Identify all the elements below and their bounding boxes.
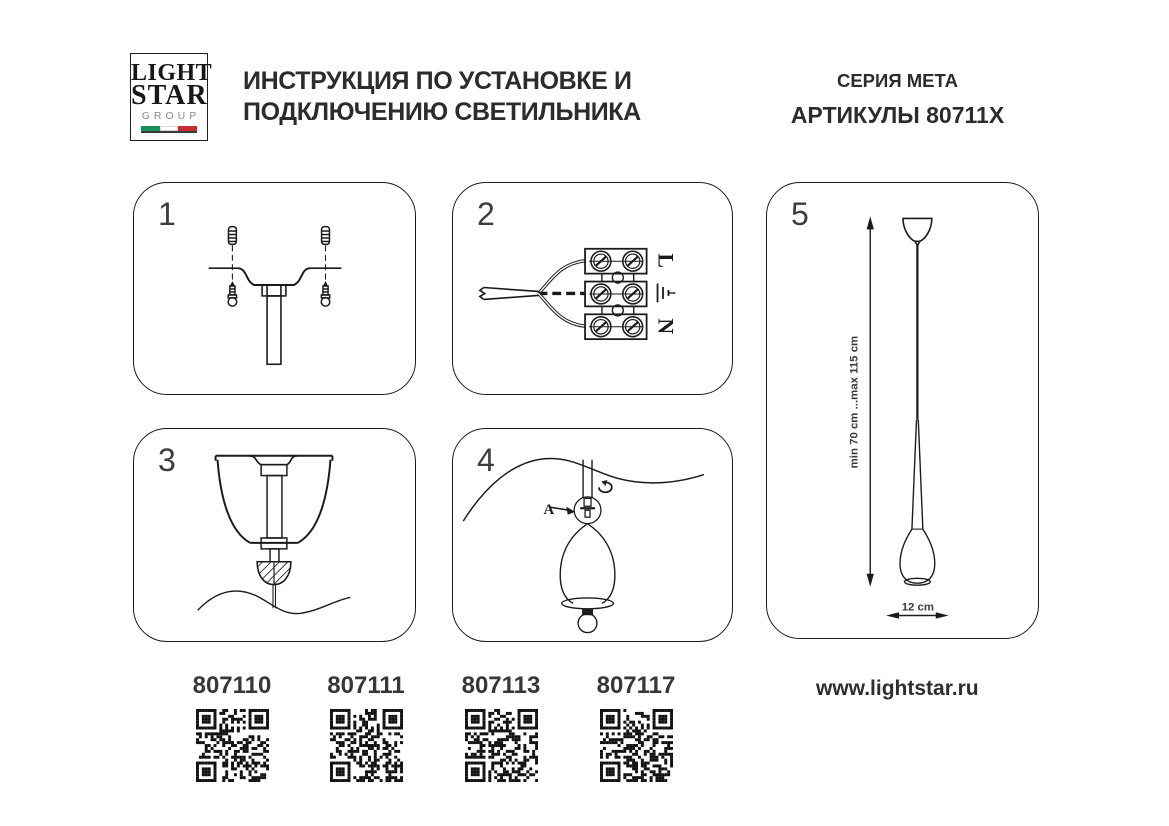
dimensions-diagram [767,183,1038,638]
article-item [306,672,426,782]
series-label: СЕРИЯ МЕТА [836,70,959,91]
counterweight [257,562,291,585]
height-dimension-label: min 70 cm ...max 115 cm [848,335,861,469]
page-title-line2: ПОДКЛЮЧЕНИЮ СВЕТИЛЬНИКА [243,98,641,126]
mains-cable [480,288,539,300]
glass-shade [560,524,615,609]
page-title-line1: ИНСТРУКЦИЯ ПО УСТАНОВКЕ И [243,67,632,95]
label-neutral-N: N [653,318,678,335]
qr-code-807111 [330,709,403,782]
logo-word-light: LIGHT [131,60,213,86]
connector-detail [574,497,601,524]
wire-neutral [538,293,585,326]
height-dimension-arrow [867,216,874,586]
step-3-panel [133,428,416,642]
wall-plug-icon [228,227,329,245]
width-dimension-label: 12 cm [901,601,935,614]
qr-code-807113 [465,709,538,782]
rotate-clockwise-arrow-icon [599,480,612,492]
step-1-number: 1 [158,196,176,232]
cable-wave-line [198,591,351,614]
website-url: www.lightstar.ru [816,677,979,700]
ground-symbol-icon [658,284,676,303]
step-1-panel [133,182,416,395]
step-2-panel [452,182,733,395]
wiring-diagram [453,183,732,394]
article-code: 807111 [327,672,405,699]
label-live-L: L [653,253,678,268]
step-5-number: 5 [791,196,809,232]
article-code: 807117 [596,672,676,699]
logo-word-star: STAR [131,80,208,111]
bracket-nut [262,285,286,296]
mounting-bracket-diagram [134,183,415,394]
flag-green-segment [141,126,160,131]
lamp-bulb [578,609,597,632]
suspension-cord [273,585,275,609]
shade-assembly-diagram [134,429,415,641]
article-code: 807110 [192,672,272,699]
step-4-number: 4 [477,442,495,478]
wire-live [538,261,585,294]
step-2-number: 2 [477,196,495,232]
terminal-screws [589,251,643,336]
step-3-number: 3 [158,442,176,478]
page-title [243,66,641,128]
ceiling-canopy [903,218,932,245]
lightstar-logo [130,53,213,141]
step-5-panel [766,182,1039,639]
article-list [0,672,766,802]
article-item [172,672,292,782]
shade-bowl [216,456,333,543]
diffuser-install-diagram [453,429,732,641]
qr-code-807110 [196,709,269,782]
header-right [790,70,1005,129]
italian-flag-stripe [141,126,197,133]
logo-word-group: GROUP [141,110,201,122]
pendant-shade [900,420,935,585]
article-item [576,672,696,782]
step-4-panel [452,428,733,642]
flag-red-segment [178,126,197,131]
detail-label-A: A [543,502,555,519]
qr-code-807117 [600,709,673,782]
article-item [441,672,561,782]
bracket [237,268,310,285]
article-code: 807113 [461,672,541,699]
flag-white-segment [160,126,179,131]
articles-label: АРТИКУЛЫ 80711X [790,102,1005,128]
threaded-tube [267,296,281,364]
center-tube [261,465,287,562]
